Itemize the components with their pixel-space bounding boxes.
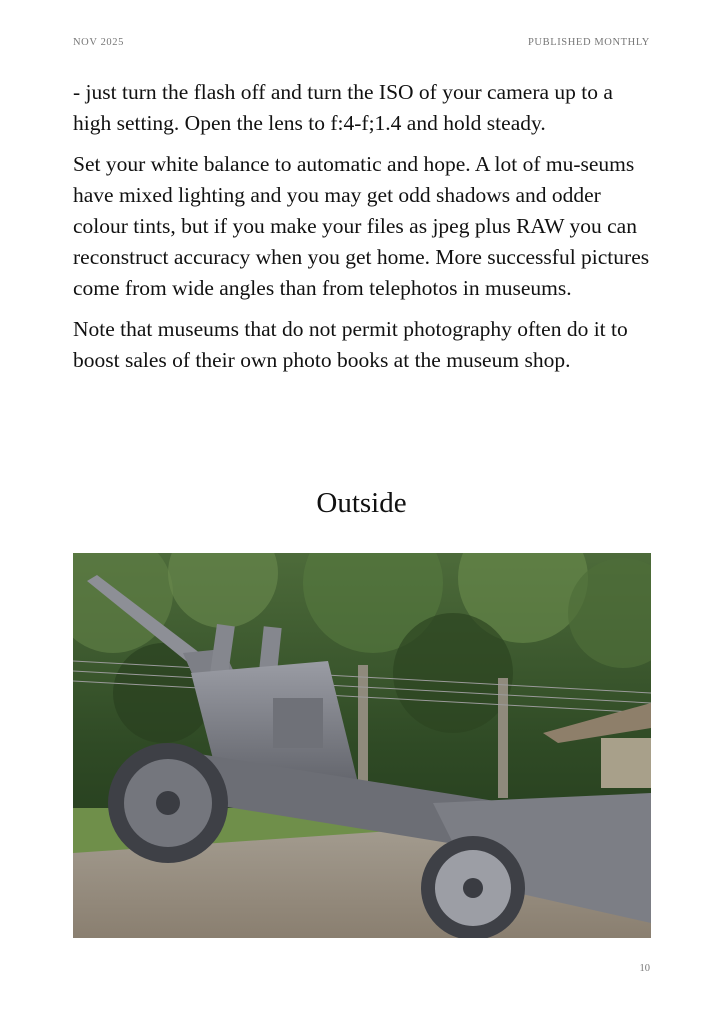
publication-frequency: PUBLISHED MONTHLY: [527, 37, 650, 48]
running-header: [73, 37, 650, 48]
section-heading: Outside: [316, 487, 407, 519]
paragraph: Note that museums that do not permit photography often do it to boost sales of their own photo books at the museum shop.: [73, 317, 628, 372]
field-gun-photo: [73, 553, 651, 938]
issue-date: NOV 2025: [73, 37, 124, 48]
paragraph: Set your white balance to automatic and hope. A lot of mu-seums have mixed lighting and you may get odd shadows and odder colour tints, but if you make your files as jpeg plus RAW you can reconstruct accuracy when you get home. More successful pictures come from wide angles than from telephotos in museums.: [73, 152, 650, 300]
article-body: [73, 77, 653, 386]
page-number: 10: [639, 963, 650, 974]
paragraph: - just turn the flash off and turn the ISO of your camera up to a high setting. Open the lens to f:4-f;1.4 and hold steady.: [73, 80, 613, 135]
